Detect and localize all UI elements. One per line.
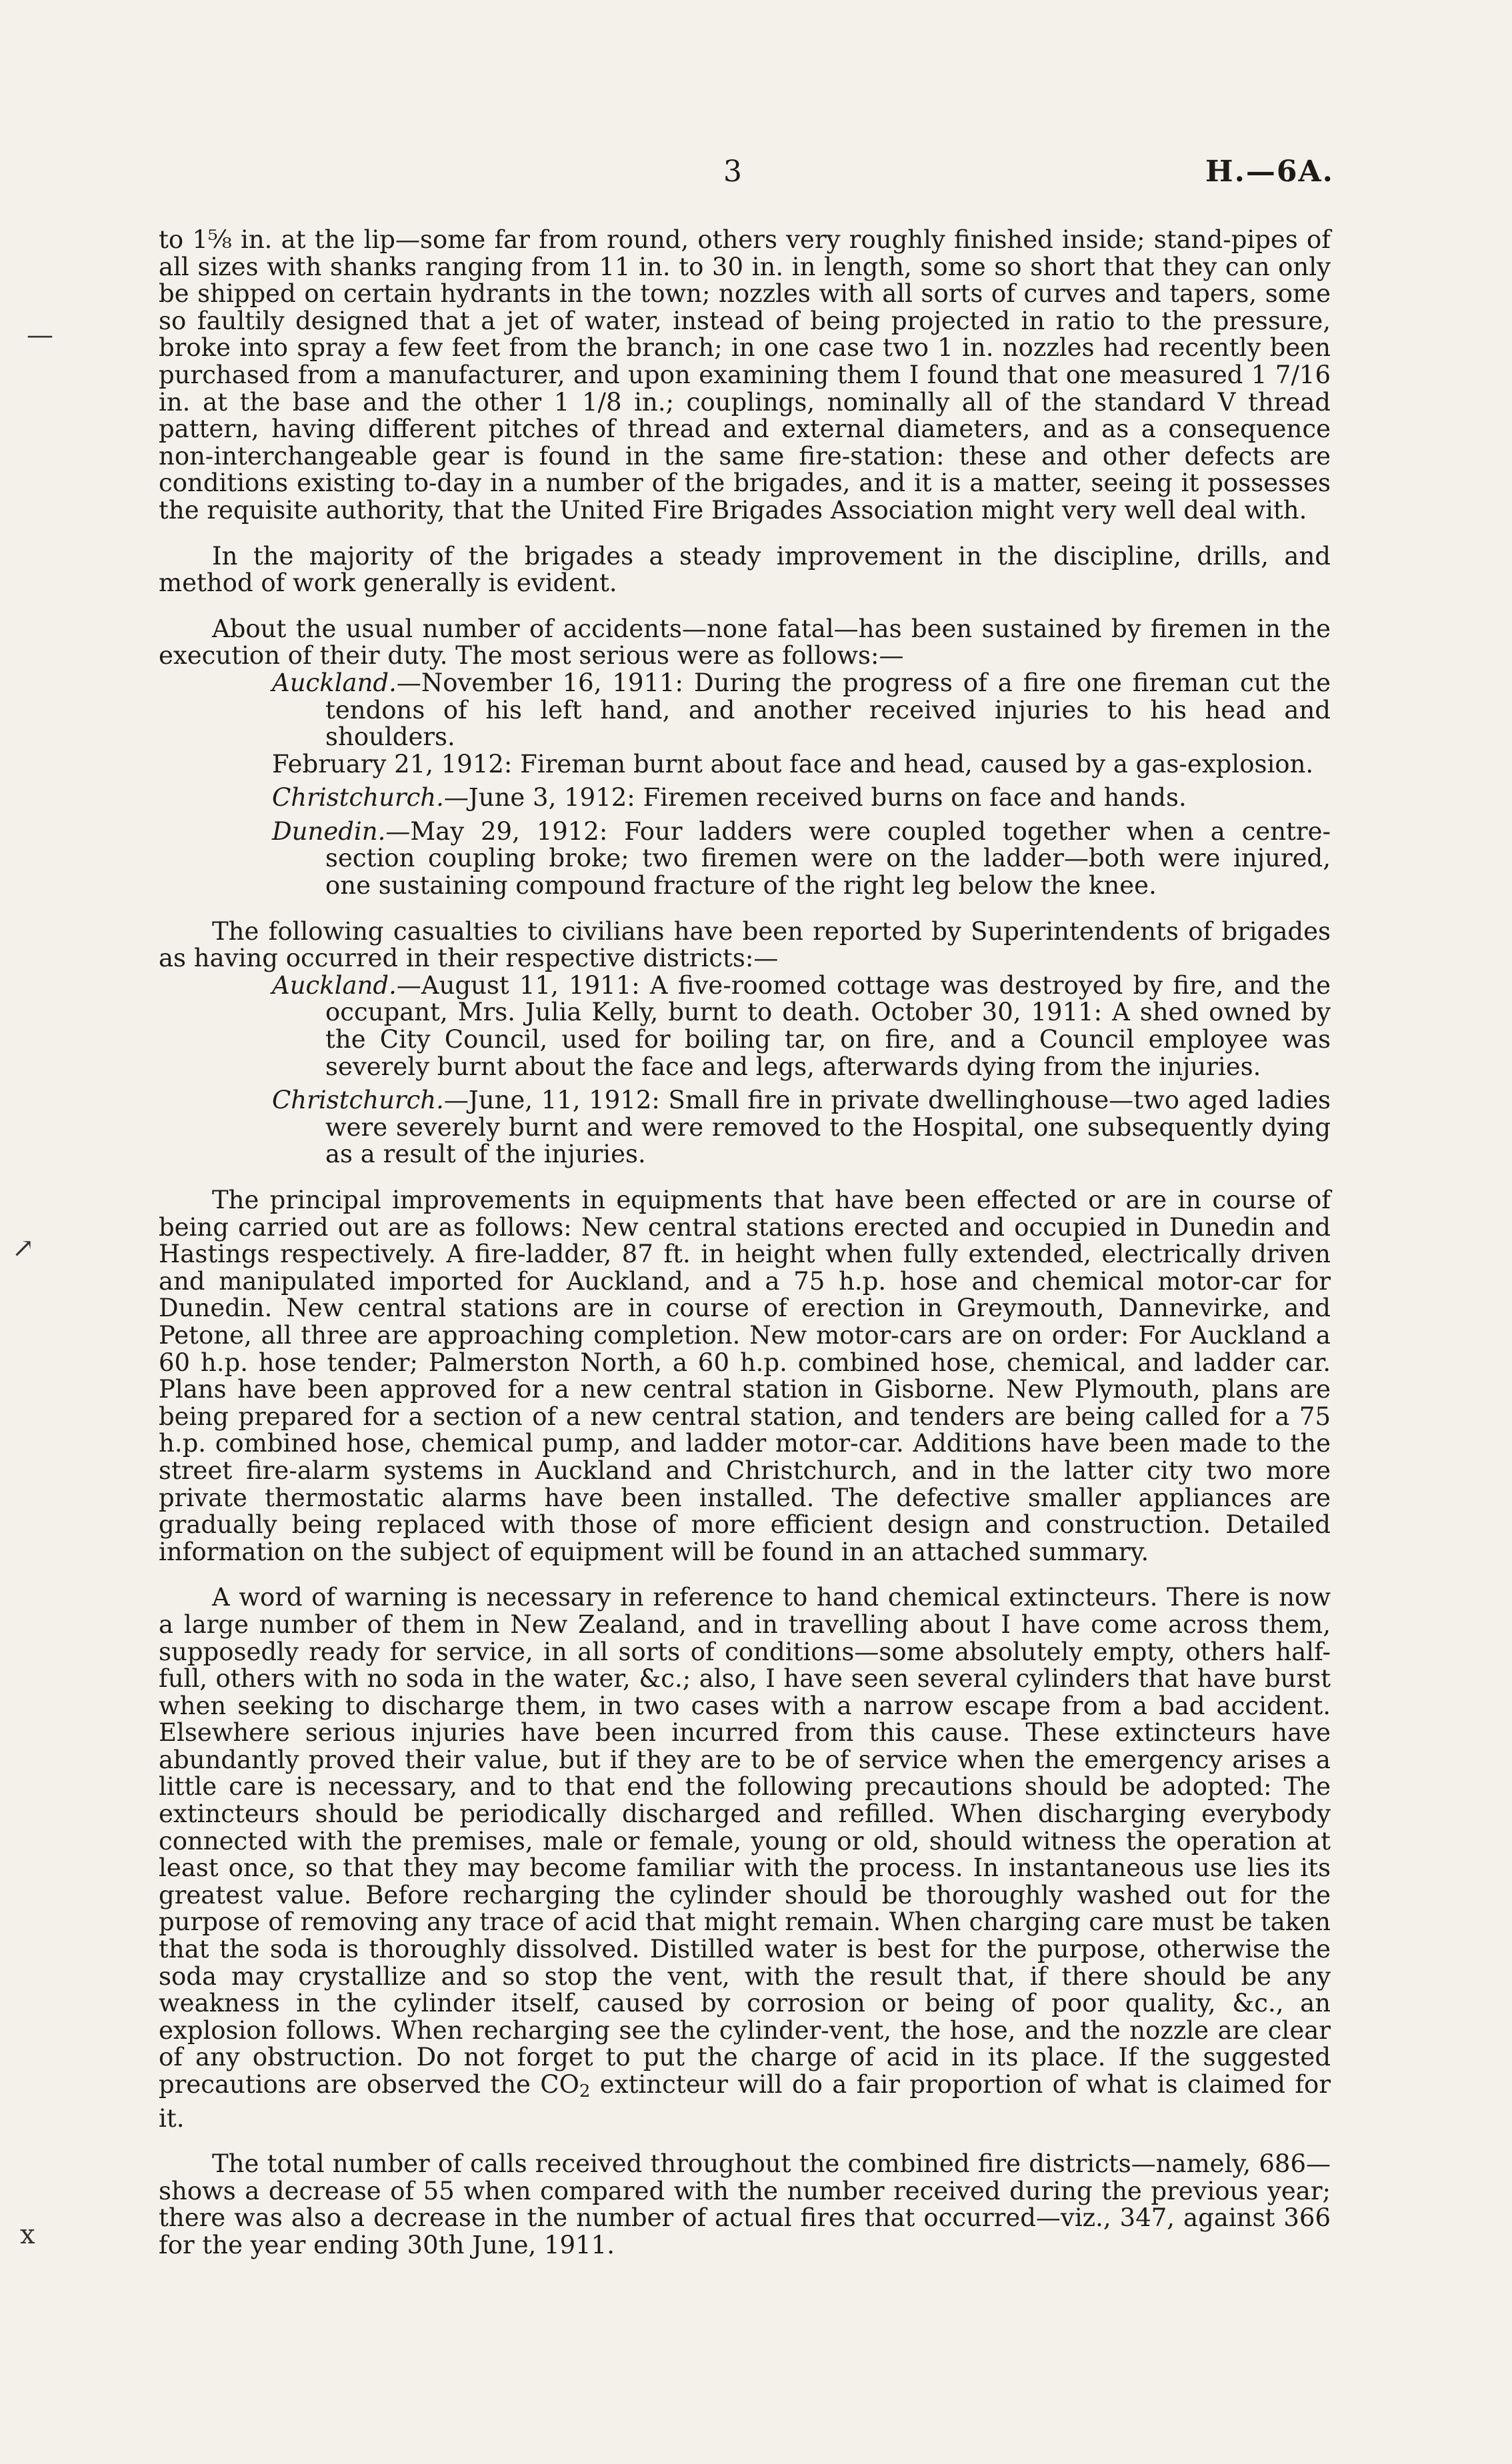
casualty-item: Christchurch.—June, 11, 1912: Small fire in private dwellinghouse—two aged ladies were severely burnt and were removed to the Hospital, one subsequently dying as a result of the injuries.: [272, 1086, 1331, 1169]
page-number: 3: [723, 155, 742, 189]
accident-list: [159, 670, 1331, 900]
casualty-list: [159, 972, 1331, 1168]
margin-mark: —: [27, 320, 53, 351]
accident-item: Christchurch.—June 3, 1912: Firemen received burns on face and hands.: [272, 783, 1187, 812]
accident-item: Dunedin.—May 29, 1912: Four ladders were coupled together when a centre-section coupling broke; two firemen were on the ladder—both were injured, one sustaining compound fracture of the right leg below the knee.: [272, 816, 1331, 900]
document-body: [159, 227, 1331, 2259]
paragraph-discipline: In the majority of the brigades a steady improvement in the discipline, drills, and method of work generally is evident.: [159, 541, 1331, 598]
paragraph-casualties-intro: The following casualties to civilians have been reported by Superintendents of brigades as having occurred in their respective districts:—: [159, 916, 1331, 973]
paragraph-calls-summary: The total number of calls received throughout the combined fire districts—namely, 686—shows a decrease of 55 when compared with the number received during the previous year; there was also a decrease in the number of actual fires that occurred—viz., 347, against 366 for the year ending 30th June, 1911.: [159, 2149, 1331, 2259]
casualty-item: Auckland.—August 11, 1911: A five-roomed cottage was destroyed by fire, and the occupant, Mrs. Julia Kelly, burnt to death. October 30, 1911: A shed owned by the City Council, used for boiling tar, on fire, and a Council employee was severely burnt about the face and legs, afterwards dying from the injuries.: [272, 970, 1331, 1081]
margin-mark: ↗: [12, 1233, 35, 1264]
accident-item: Auckland.—November 16, 1911: During the progress of a fire one fireman cut the tendons of his left hand, and another received injuries to his head and shoulders.: [272, 668, 1331, 752]
document-reference: H.—6A.: [1205, 155, 1334, 189]
paragraph-improvements: The principal improvements in equipments that have been effected or are in course of being carried out are as follows: New central stations erected and occupied in Dunedin and Hastings respectively. A fire-ladder, 87 ft. in height when fully extended, electrically driven and manipulated imported for Auckland, and a 75 h.p. hose and chemical motor-car for Dunedin. New central stations are in course of erection in Greymouth, Dannevirke, and Petone, all three are approaching completion. New motor-cars are on order: For Auckland a 60 h.p. hose tender; Palmerston North, a 60 h.p. combined hose, chemical, and ladder car. Plans have been approved for a new central station in Gisborne. New Plymouth, plans are being prepared for a section of a new central station, and tenders are being called for a 75 h.p. combined hose, chemical pump, and ladder motor-car. Additions have been made to the street fire-alarm systems in Auckland and Christchurch, and in the latter city two more private thermostatic alarms have been installed. The defective smaller appliances are gradually being replaced with those of more efficient design and construction. Detailed information on the subject of equipment will be found in an attached summary.: [159, 1186, 1331, 1566]
accident-item: February 21, 1912: Fireman burnt about face and head, caused by a gas-explosion.: [272, 749, 1314, 778]
paragraph-equipment-defects: to 1⅝ in. at the lip—some far from round, others very roughly finished inside; stand-pipes of all sizes with shanks ranging from 11 in. to 30 in. in length, some so short that they can only be shipped on certain hydrants in the town; nozzles with all sorts of curves and tapers, some so faultily designed that a jet of water, instead of being projected in ratio to the pressure, broke into spray a few feet from the branch; in one case two 1 in. nozzles had recently been purchased from a manufacturer, and upon examining them I found that one measured 1 7/16 in. at the base and the other 1 1/8 in.; couplings, nominally all of the standard V thread pattern, having different pitches of thread and external diameters, and as a consequence non-interchangeable gear is found in the same fire-station: these and other defects are conditions existing to-day in a number of the brigades, and it is a matter, seeing it possesses the requisite authority, that the United Fire Brigades Association might very well deal with.: [159, 225, 1331, 525]
page-header: [0, 155, 1512, 201]
margin-mark: ⅹ: [20, 2219, 35, 2250]
paragraph-extincteurs: A word of warning is necessary in reference to hand chemical extincteurs. There is now a large number of them in New Zealand, and in travelling about I have come across them, supposedly ready for service, in all sorts of conditions—some absolutely empty, others half-full, others with no soda in the water, &c.; also, I have seen several cylinders that have burst when seeking to discharge them, in two cases with a narrow escape from a bad accident. Elsewhere serious injuries have been incurred from this cause. These extincteurs have abundantly proved their value, but if they are to be of service when the emergency arises a little care is necessary, and to that end the following precautions should be adopted: The extincteurs should be periodically discharged and refilled. When discharging everybody connected with the premises, male or female, young or old, should witness the operation at least once, so that they may become familiar with the process. In instantaneous use lies its greatest value. Before recharging the cylinder should be thoroughly washed out for the purpose of removing any trace of acid that might remain. When charging care must be taken that the soda is thoroughly dissolved. Distilled water is best for the purpose, otherwise the soda may crystallize and so stop the vent, with the result that, if there should be any weakness in the cylinder itself, caused by corrosion or being of poor quality, &c., an explosion follows. When recharging see the cylinder-vent, the hose, and the nozzle are clear of any obstruction. Do not forget to put the charge of acid in its place. If the suggested precautions are observed the $CO_2$ extincteur will do a fair proportion of what is claimed for it.: [159, 1583, 1331, 2133]
paragraph-accidents-intro: About the usual number of accidents—none fatal—has been sustained by firemen in the execution of their duty. The most serious were as follows:—: [159, 614, 1331, 670]
